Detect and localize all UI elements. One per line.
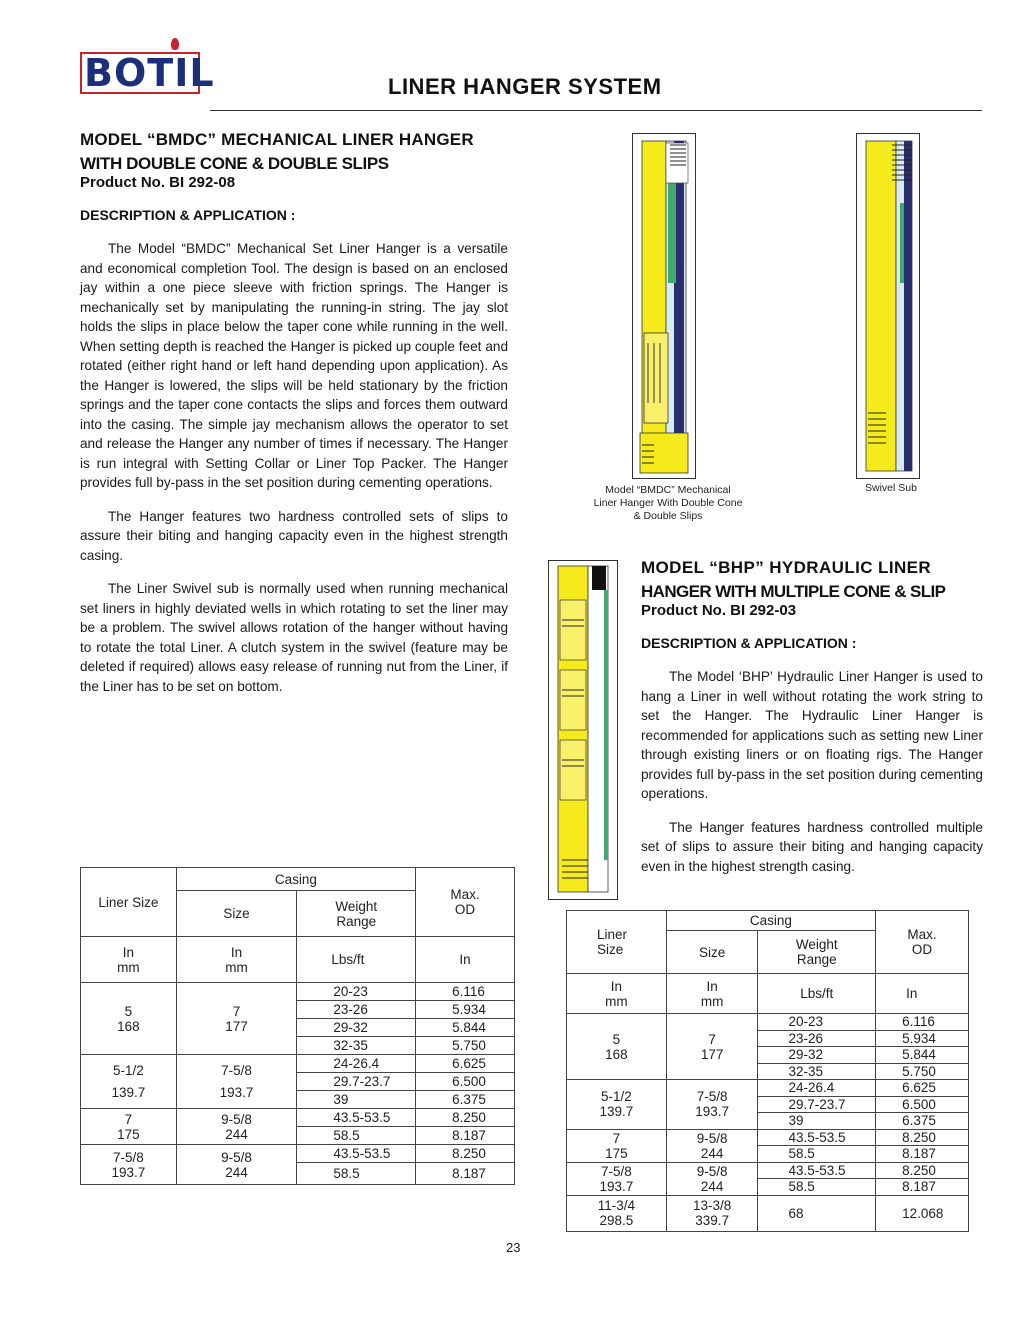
weight-cell: 20-23	[758, 1014, 876, 1031]
bmdc-product-number: Product No. BI 292-08	[80, 174, 236, 191]
bmdc-section	[80, 128, 508, 696]
casing-in: 9-5/8	[221, 1111, 252, 1127]
od-cell: 5.750	[876, 1063, 969, 1080]
unit-mm: mm	[225, 959, 248, 975]
liner-mm: 175	[117, 1126, 140, 1142]
table-row	[81, 983, 515, 1001]
casing-in: 13-3/8	[692, 1198, 732, 1213]
od-cell: 12.068	[876, 1195, 969, 1231]
od-cell: 8.187	[876, 1179, 969, 1196]
liner-in: 5	[612, 1031, 621, 1047]
casing-header: Casing	[666, 911, 875, 931]
max-od-header-line2: OD	[454, 902, 476, 917]
liner-size-cell	[81, 1055, 177, 1109]
table-row	[81, 1109, 515, 1127]
max-od-header-line2: OD	[911, 942, 933, 957]
od-unit-cell: In	[416, 937, 515, 983]
liner-size-cell	[81, 983, 177, 1055]
max-od-header-line1: Max.	[907, 927, 937, 942]
table-row	[567, 1014, 969, 1031]
od-cell: 5.750	[416, 1037, 515, 1055]
od-cell: 8.187	[416, 1163, 515, 1185]
table-row	[567, 1129, 969, 1146]
weight-cell: 29.7-23.7	[758, 1096, 876, 1113]
casing-size-cell	[176, 1055, 297, 1109]
casing-size-cell	[666, 1014, 758, 1080]
bhp-hanger-figure	[548, 560, 618, 900]
logo-flame-icon	[171, 38, 179, 50]
weight-cell: 29-32	[297, 1019, 416, 1037]
weight-range-header	[758, 931, 876, 974]
weight-header-line1: Weight	[335, 898, 378, 914]
weight-cell: 43.5-53.5	[758, 1129, 876, 1146]
weight-cell: 24-26.4	[758, 1080, 876, 1097]
size-unit-cell	[666, 974, 758, 1014]
bmdc-hanger-figure	[632, 133, 696, 479]
liner-mm: 139.7	[599, 1104, 634, 1120]
casing-in: 7	[232, 1003, 241, 1019]
weight-cell: 39	[758, 1113, 876, 1130]
swivel-sub-figure	[856, 133, 920, 479]
weight-unit-cell: Lbs/ft	[758, 974, 876, 1014]
bhp-section	[641, 556, 983, 876]
size-unit-cell	[176, 937, 297, 983]
od-cell: 5.934	[876, 1030, 969, 1047]
liner-in: 7-5/8	[600, 1163, 632, 1179]
unit-in: In	[230, 944, 243, 960]
bhp-title-line2: HANGER WITH MULTIPLE CONE & SLIP	[641, 582, 946, 601]
bmdc-spec-table	[80, 867, 515, 1185]
liner-size-header: Liner Size	[81, 868, 177, 937]
liner-mm: 298.5	[599, 1213, 634, 1228]
size-header: Size	[666, 931, 758, 974]
weight-header-line1: Weight	[795, 937, 838, 952]
casing-in: 9-5/8	[696, 1130, 728, 1146]
liner-in: 11-3/4	[597, 1198, 636, 1213]
casing-mm: 244	[700, 1178, 724, 1194]
bhp-spec-table	[566, 910, 969, 1232]
bmdc-caption-line2: Liner Hanger With Double Cone	[593, 497, 743, 509]
weight-header-line2: Range	[796, 952, 837, 967]
bmdc-description	[80, 239, 508, 696]
casing-in: 7-5/8	[221, 1062, 252, 1078]
liner-in: 5-1/2	[600, 1089, 632, 1105]
od-cell: 5.934	[416, 1001, 515, 1019]
weight-cell: 43.5-53.5	[297, 1145, 416, 1163]
bmdc-paragraph-3: The Liner Swivel sub is normally used when running mechanical set liners in highly deviated wells in which rotating to set the liner may be a problem. The swivel allows rotation of the hanger without having to rotate the total Liner. A clutch system in the swivel (feature may be deleted if required) allows easy release of running nut from the Liner, if the Liner has to be set on bottom.	[80, 581, 508, 694]
bhp-paragraph-1: The Model ‘BHP’ Hydraulic Liner Hanger is used to hang a Liner in well without rotating the work string to set the Hanger. The Hydraulic Liner Hanger is recommended for applications such as setting new Liner through existing liners or on floating rigs. The Hanger provides full by-pass in the set position during cementing operations.	[641, 669, 983, 801]
bmdc-title-line1: MODEL “BMDC” MECHANICAL LINER HANGER	[80, 130, 474, 149]
table-row	[81, 1145, 515, 1163]
weight-cell: 20-23	[297, 983, 416, 1001]
weight-cell: 29-32	[758, 1047, 876, 1064]
unit-in: In	[706, 978, 718, 994]
od-cell: 6.375	[876, 1113, 969, 1130]
liner-size-header	[567, 911, 667, 974]
weight-cell: 39	[297, 1091, 416, 1109]
weight-range-header	[297, 891, 416, 937]
bmdc-caption-line3: & Double Slips	[633, 510, 703, 522]
casing-in: 7	[708, 1031, 716, 1047]
bhp-paragraph-2: The Hanger features hardness controlled multiple set of slips to assure their biting and hanging capacity even in the highest strength casing.	[641, 819, 983, 874]
od-cell: 5.844	[876, 1047, 969, 1064]
od-cell: 6.625	[416, 1055, 515, 1073]
od-cell: 6.500	[416, 1073, 515, 1091]
weight-cell: 43.5-53.5	[297, 1109, 416, 1127]
unit-in: In	[610, 978, 623, 994]
liner-mm: 168	[605, 1046, 628, 1062]
bhp-description	[641, 667, 983, 876]
liner-size-cell	[567, 1162, 667, 1195]
table-row	[567, 1162, 969, 1179]
bmdc-paragraph-2: The Hanger features two hardness controlled sets of slips to assure their biting and hanging capacity even in the highest strength casing.	[80, 508, 508, 563]
casing-in: 9-5/8	[221, 1149, 252, 1165]
liner-size-cell	[567, 1080, 667, 1130]
liner-size-cell	[567, 1195, 667, 1231]
botil-logo: BOTIL	[84, 51, 215, 95]
liner-in: 5	[124, 1003, 133, 1019]
weight-cell: 58.5	[297, 1127, 416, 1145]
max-od-header	[416, 868, 515, 937]
table-row	[567, 1080, 969, 1097]
max-od-header	[876, 911, 969, 974]
od-cell: 8.250	[876, 1129, 969, 1146]
bmdc-caption-line1: Model “BMDC” Mechanical	[605, 484, 731, 496]
weight-header-line2: Range	[336, 913, 377, 929]
od-cell: 6.375	[416, 1091, 515, 1109]
weight-cell: 58.5	[297, 1163, 416, 1185]
liner-unit-cell	[567, 974, 667, 1014]
liner-size-cell	[567, 1014, 667, 1080]
casing-mm: 244	[225, 1164, 248, 1180]
weight-cell: 58.5	[758, 1179, 876, 1196]
bmdc-title-line2: WITH DOUBLE CONE & DOUBLE SLIPS	[80, 154, 389, 173]
liner-mm: 168	[117, 1018, 140, 1034]
casing-mm: 177	[225, 1018, 248, 1034]
weight-cell: 43.5-53.5	[758, 1162, 876, 1179]
liner-mm: 193.7	[599, 1178, 634, 1194]
weight-cell: 32-35	[758, 1063, 876, 1080]
bmdc-figure-caption	[578, 484, 758, 523]
od-cell: 5.844	[416, 1019, 515, 1037]
liner-mm: 193.7	[111, 1164, 146, 1180]
casing-size-cell	[176, 1109, 297, 1145]
liner-unit-cell	[81, 937, 177, 983]
liner-size-cell	[81, 1109, 177, 1145]
od-cell: 6.116	[876, 1014, 969, 1031]
liner-mm: 139.7	[111, 1084, 146, 1100]
weight-cell: 23-26	[297, 1001, 416, 1019]
od-cell: 8.187	[876, 1146, 969, 1163]
table-row	[81, 1055, 515, 1073]
weight-cell: 29.7-23.7	[297, 1073, 416, 1091]
weight-cell: 58.5	[758, 1146, 876, 1163]
max-od-header-line1: Max.	[450, 887, 480, 902]
od-cell: 8.250	[416, 1109, 515, 1127]
liner-header-line1: Liner	[597, 927, 628, 942]
casing-size-cell	[666, 1162, 758, 1195]
unit-mm: mm	[700, 993, 724, 1009]
weight-unit-cell: Lbs/ft	[297, 937, 416, 983]
unit-mm: mm	[605, 993, 628, 1009]
od-cell: 6.116	[416, 983, 515, 1001]
casing-mm: 177	[700, 1046, 724, 1062]
casing-size-cell	[176, 1145, 297, 1185]
bhp-product-number: Product No. BI 292-03	[641, 602, 797, 619]
liner-in: 7	[612, 1130, 621, 1146]
swivel-figure-caption: Swivel Sub	[865, 482, 917, 494]
unit-mm: mm	[117, 959, 140, 975]
liner-in: 7	[124, 1111, 133, 1127]
size-header: Size	[176, 891, 297, 937]
bmdc-paragraph-1: The Model “BMDC” Mechanical Set Liner Hanger is a versatile and economical completion Tool. The design is based on an enclosed jay within a one piece sleeve with friction springs. The Hanger is mechanically set by manipulating the running-in string. The jay slot holds the slips in place below the taper cone while running in the well. When setting depth is reached the Hanger is picked up couple feet and rotated (either right hand or left hand depending upon application). As the Hanger is lowered, the slips will be held stationary by the friction springs and the taper cone contacts the slips and forces them outward into the casing. The simple jay mechanism allows the operator to set and release the Hanger any number of times if necessary. The Hanger is run integral with Setting Collar or Liner Top Packer. The Hanger provides full by-pass in the set position during cementing operations.	[80, 241, 508, 490]
od-cell: 6.500	[876, 1096, 969, 1113]
od-cell: 8.187	[416, 1127, 515, 1145]
casing-size-cell	[176, 983, 297, 1055]
casing-mm: 244	[700, 1145, 724, 1161]
casing-mm: 193.7	[219, 1084, 254, 1100]
bhp-title-line1: MODEL “BHP” HYDRAULIC LINER	[641, 558, 932, 577]
bhp-desc-heading: DESCRIPTION & APPLICATION :	[641, 635, 857, 651]
liner-in: 5-1/2	[112, 1062, 144, 1078]
casing-header: Casing	[176, 868, 415, 891]
casing-in: 9-5/8	[696, 1163, 728, 1179]
casing-size-cell	[666, 1080, 758, 1130]
liner-mm: 175	[605, 1145, 628, 1161]
weight-cell: 23-26	[758, 1030, 876, 1047]
casing-mm: 339.7	[695, 1213, 729, 1228]
casing-mm: 244	[225, 1126, 248, 1142]
liner-header-line2: Size	[597, 942, 624, 957]
page-number: 23	[506, 1240, 521, 1255]
table-row	[567, 1195, 969, 1231]
weight-cell: 32-35	[297, 1037, 416, 1055]
casing-size-cell	[666, 1195, 758, 1231]
od-unit-cell: In	[876, 974, 969, 1014]
liner-in: 7-5/8	[112, 1149, 144, 1165]
bmdc-desc-heading: DESCRIPTION & APPLICATION :	[80, 207, 296, 223]
header-divider	[210, 110, 982, 111]
od-cell: 8.250	[416, 1145, 515, 1163]
od-cell: 6.625	[876, 1080, 969, 1097]
liner-size-cell	[567, 1129, 667, 1162]
casing-mm: 193.7	[695, 1104, 729, 1120]
page-title: LINER HANGER SYSTEM	[388, 74, 662, 99]
weight-cell: 68	[758, 1195, 876, 1231]
liner-size-cell	[81, 1145, 177, 1185]
od-cell: 8.250	[876, 1162, 969, 1179]
weight-cell: 24-26.4	[297, 1055, 416, 1073]
casing-in: 7-5/8	[696, 1089, 728, 1105]
casing-size-cell	[666, 1129, 758, 1162]
unit-in: In	[122, 944, 134, 960]
